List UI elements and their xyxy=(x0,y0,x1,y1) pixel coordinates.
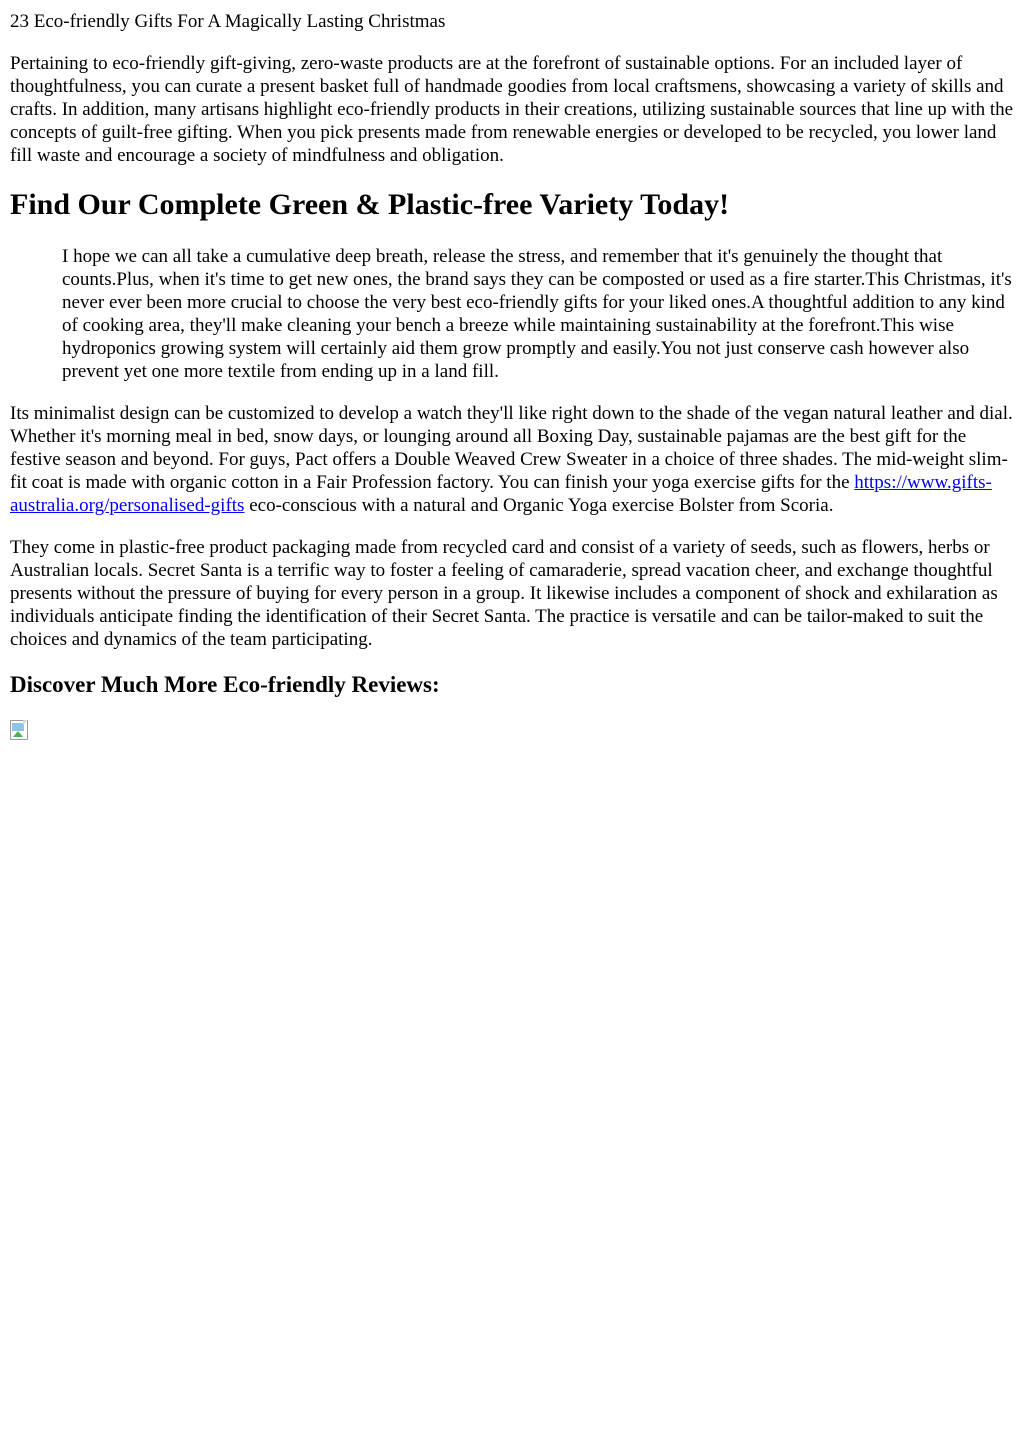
paragraph-two xyxy=(10,402,1014,517)
intro-paragraph: Pertaining to eco-friendly gift-giving, zero-waste products are at the forefront of sustainable options. For an included layer of thoughtfulness, you can curate a present basket full of handmade goodies from local craftsmens, showcasing a variety of skills and crafts. In addition, many artisans highlight eco-friendly products in their creations, utilizing sustainable sources that line up with the concepts of guilt-free gifting. When you pick presents made from renewable energies or developed to be recycled, you lower land fill waste and encourage a society of mindfulness and obligation. xyxy=(10,53,1014,166)
image-hill xyxy=(13,731,23,737)
image-fold xyxy=(23,720,28,725)
paragraph-three: They come in plastic-free product packaging made from recycled card and consist of a variety of seeds, such as flowers, herbs or Australian locals. Secret Santa is a terrific way to foster a feeling of camaraderie, spread vacation cheer, and exchange thoughtful presents without the pressure of buying for every person in a group. It likewise includes a component of shock and exhilaration as individuals anticipate finding the identification of their Secret Santa. The practice is versatile and can be tailor-maked to suit the choices and dynamics of the team participating. xyxy=(10,537,998,650)
broken-image-icon xyxy=(10,720,32,742)
paragraph-two-text-after: eco-conscious with a natural and Organic Yoga exercise Bolster from Scoria. xyxy=(244,495,834,516)
page-title: 23 Eco-friendly Gifts For A Magically Lasting Christmas xyxy=(10,11,446,32)
quote-block: I hope we can all take a cumulative deep breath, release the stress, and remember that it's genuinely the thought that counts.Plus, when it's time to get new ones, the brand says they can be composted or used as a fire starter.This Christmas, it's never ever been more crucial to choose the very best eco-friendly gifts for your liked ones.A thoughtful addition to any kind of cooking area, they'll make cleaning your bench a breeze while maintaining sustainability at the forefront.This wise hydroponics growing system will certainly aid them grow promptly and easily.You not just conserve cash however also prevent yet one more textile from ending up in a land fill. xyxy=(62,246,1012,382)
sub-heading: Discover Much More Eco-friendly Reviews: xyxy=(10,672,440,697)
personalised-gifts-link[interactable]: https://www.gifts-australia.org/personalised-gifts xyxy=(10,472,992,516)
main-heading: Find Our Complete Green & Plastic-free Variety Today! xyxy=(10,188,730,221)
paragraph-two-text-before: Its minimalist design can be customized to develop a watch they'll like right down to the shade of the vegan natural leather and dial. Whether it's morning meal in bed, snow days, or lounging around all Boxing Day, sustainable pajamas are the best gift for the festive season and beyond. For guys, Pact offers a Double Weaved Crew Sweater in a choice of three shades. The mid-weight slim-fit coat is made with organic cotton in a Fair Profession factory. You can finish your yoga exercise gifts for the xyxy=(10,403,1013,493)
